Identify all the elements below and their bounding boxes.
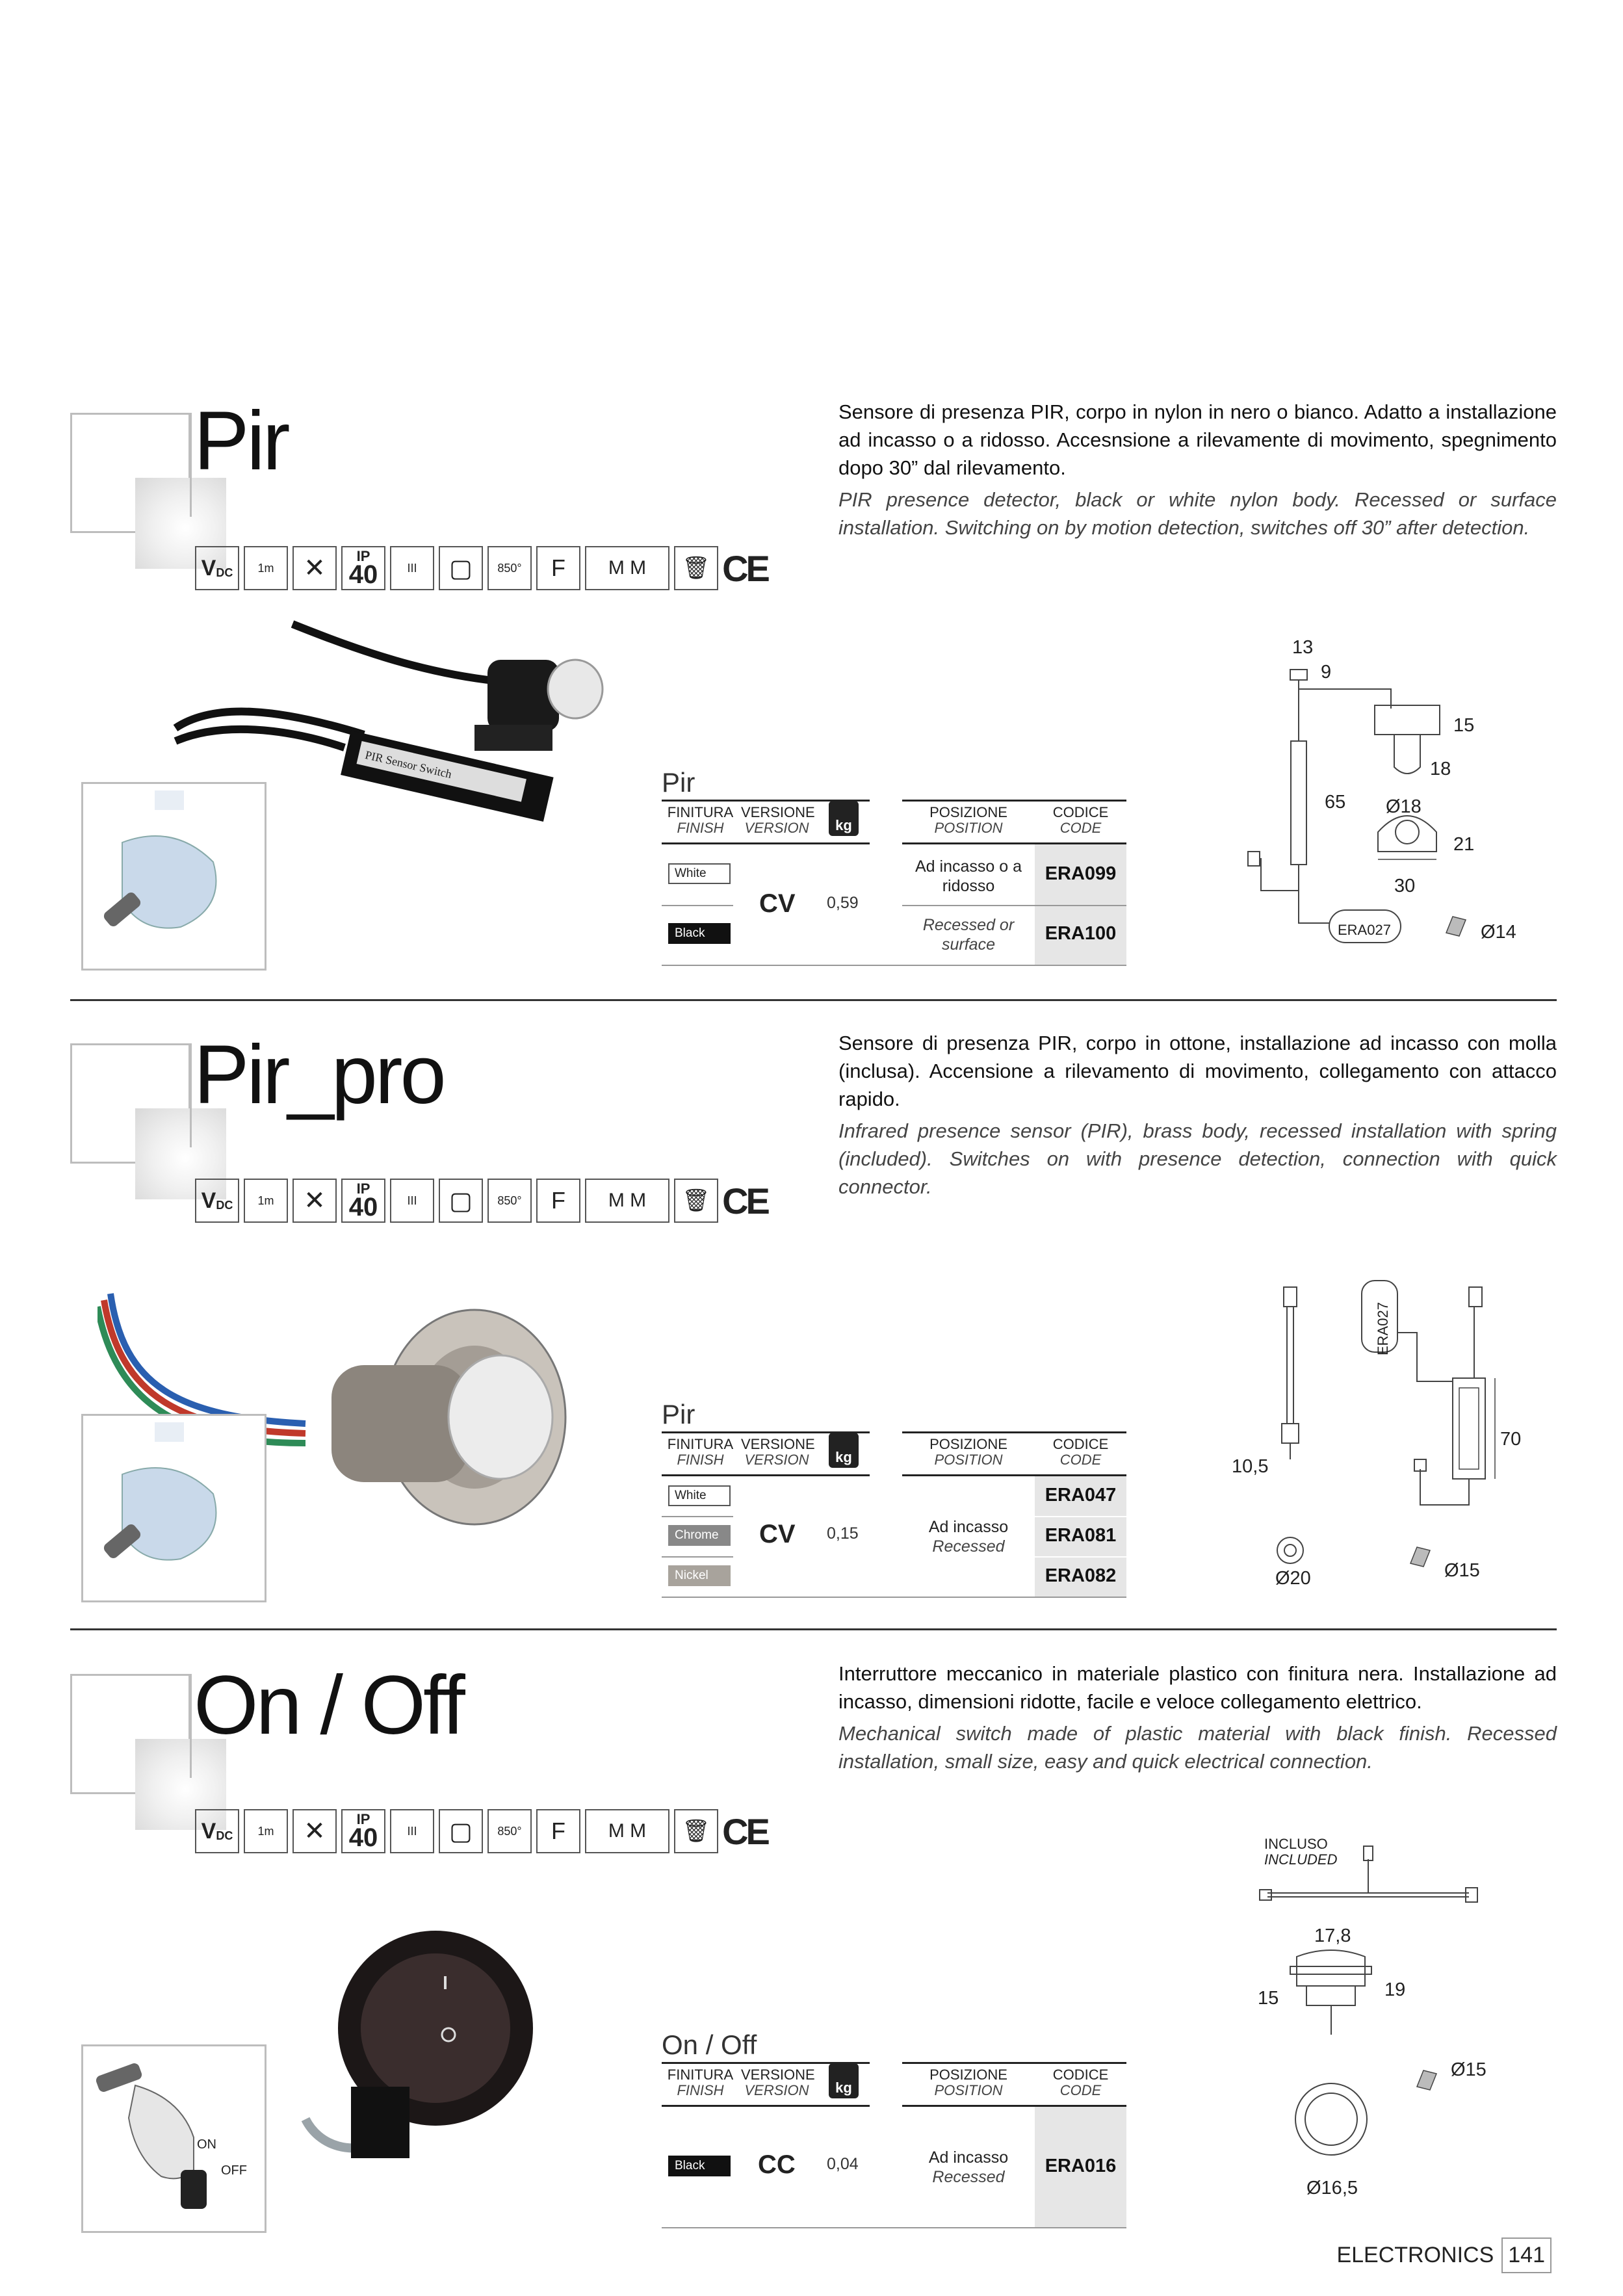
header-position: POSIZIONE POSITION [929, 2067, 1007, 2098]
position-value: Ad incasso o a ridosso [915, 857, 1022, 895]
f-mark-icon: F [536, 1809, 580, 1853]
code-value: ERA082 [1045, 1565, 1117, 1586]
header-finish: FINITURA FINISH [667, 2067, 734, 2098]
header-code: CODICE CODE [1052, 1436, 1109, 1468]
finish-black: Black [668, 923, 731, 944]
weight-value: 0,59 [827, 894, 859, 912]
no-dimmable-icon: ✕ [292, 546, 337, 590]
table-rule [902, 1431, 1126, 1433]
weee-bin-icon: 🗑 [674, 1179, 718, 1223]
usage-illustration [81, 2044, 266, 2233]
glow-wire-icon: 850° [487, 1809, 532, 1853]
weight-icon: kg [829, 1433, 859, 1468]
code-value: ERA081 [1045, 1525, 1117, 1546]
code-value: ERA016 [1045, 2156, 1117, 2176]
description-it: Sensore di presenza PIR, corpo in nylon in nero o bianco. Adatto a installazione ad incasso o a ridosso. Accesnsione a rilevamente di movimento, spegnimento dopo 30” dal rilevamento. [838, 400, 1557, 479]
class-iii-icon: III [390, 546, 434, 590]
finish-chrome: Chrome [668, 1525, 731, 1546]
version-value: CV [759, 1520, 796, 1548]
dim-label: 9 [1321, 662, 1332, 683]
code-value: ERA100 [1045, 923, 1117, 944]
ip-icon: IP 40 [341, 1809, 385, 1853]
f-mark-icon: F [536, 1179, 580, 1223]
table-rule [662, 842, 870, 844]
row-divider [662, 1516, 733, 1517]
product-photo [273, 1924, 546, 2184]
dim-label: Ø15 [1451, 2059, 1487, 2080]
vdc-icon: V DC [195, 1809, 239, 1853]
table-rule [902, 2062, 1126, 2064]
description-en: Infrared presence sensor (PIR), brass body, recessed installation with spring (included). Switches on with presence detection, connection with quick connector. [838, 1119, 1557, 1198]
dim-label: 13 [1292, 637, 1314, 658]
dim-label: 65 [1325, 792, 1346, 813]
position-value: Ad incasso Recessed [928, 1518, 1009, 1556]
code-value: ERA047 [1045, 1485, 1117, 1506]
header-code: CODICE CODE [1052, 804, 1109, 836]
dim-label: 15 [1258, 1988, 1279, 2009]
no-dimmable-icon: ✕ [292, 1179, 337, 1223]
usage-illustration [81, 1414, 266, 1602]
title-bar [190, 1043, 192, 1147]
feature-icons [195, 544, 767, 592]
ce-mark-icon: CE [722, 547, 768, 589]
product-title: Pir [194, 395, 288, 488]
table-title: On / Off [662, 2029, 757, 2060]
mm-mark-icon: M M [585, 1179, 669, 1223]
description-en: PIR presence detector, black or white nylon body. Recessed or surface installation. Switching on by motion detection, switches off 30” after detection. [838, 488, 1557, 539]
dim-label: 17,8 [1314, 1925, 1351, 1946]
class-iii-icon: III [390, 1179, 434, 1223]
ip-icon: IP 40 [341, 1179, 385, 1223]
position-value: Ad incasso Recessed [928, 2148, 1009, 2186]
footer-section-label: ELECTRONICS [1336, 2243, 1494, 2267]
row-divider [902, 905, 1126, 906]
position-value-en: Recessed or surface [922, 916, 1015, 954]
page-number: 141 [1501, 2237, 1552, 2273]
description [838, 1660, 1557, 1775]
description [838, 1029, 1557, 1201]
header-finish: FINITURA FINISH [667, 804, 734, 836]
row-divider [1035, 1556, 1126, 1558]
mm-mark-icon: M M [585, 546, 669, 590]
dim-label: 18 [1430, 759, 1451, 779]
feature-icons [195, 1807, 767, 1855]
section-divider [70, 999, 1557, 1001]
version-value: CV [759, 889, 796, 918]
dim-label: 30 [1394, 876, 1416, 896]
indoor-icon: ▢ [439, 1179, 483, 1223]
ip-icon: IP 40 [341, 546, 385, 590]
version-value: CC [758, 2150, 796, 2179]
weight-icon: kg [829, 2063, 859, 2098]
indoor-icon: ▢ [439, 546, 483, 590]
finish-white: White [668, 1485, 731, 1506]
ce-mark-icon: CE [722, 1180, 768, 1221]
description-it: Sensore di presenza PIR, corpo in ottone, installazione ad incasso con molla (inclusa). Accensione a rilevamento di movimento, collegamento con attacco rapido. [838, 1032, 1557, 1110]
table-bottom-rule [662, 965, 1126, 966]
weight-icon: kg [829, 801, 859, 836]
description-it: Interruttore meccanico in materiale plastico con finitura nera. Installazione ad incasso, dimensioni ridotte, facile e veloce collegamento elettrico. [838, 1662, 1557, 1713]
header-code: CODICE CODE [1052, 2067, 1109, 2098]
table-bottom-rule [662, 2227, 1126, 2228]
row-divider [1035, 1516, 1126, 1517]
dim-label: Ø14 [1481, 922, 1516, 943]
finish-white: White [668, 863, 731, 884]
header-version: VERSIONE VERSION [741, 804, 815, 836]
weee-bin-icon: 🗑 [674, 546, 718, 590]
feature-icons [195, 1177, 767, 1225]
mm-mark-icon: M M [585, 1809, 669, 1853]
weight-value: 0,15 [827, 1524, 859, 1543]
dim-label: Ø20 [1275, 1568, 1311, 1589]
header-finish: FINITURA FINISH [667, 1436, 734, 1468]
finish-nickel: Nickel [668, 1565, 731, 1586]
product-title: On / Off [194, 1659, 463, 1752]
table-rule [662, 2105, 870, 2107]
title-bar [190, 1674, 192, 1778]
table-rule [662, 1474, 870, 1476]
ce-mark-icon: CE [722, 1810, 768, 1852]
row-divider [662, 1556, 733, 1558]
weee-bin-icon: 🗑 [674, 1809, 718, 1853]
dim-label: 21 [1453, 834, 1475, 855]
dim-label: 15 [1453, 715, 1475, 736]
class-iii-icon: III [390, 1809, 434, 1853]
table-title: Pir [662, 1399, 695, 1429]
row-divider [662, 905, 733, 906]
header-position: POSIZIONE POSITION [929, 1436, 1007, 1468]
header-version: VERSIONE VERSION [741, 2067, 815, 2098]
cable-1m-icon: 1m [244, 546, 288, 590]
table-rule [902, 800, 1126, 802]
dim-label: 10,5 [1232, 1456, 1269, 1477]
table-title: Pir [662, 767, 695, 798]
description-en: Mechanical switch made of plastic material with black finish. Recessed installation, small size, easy and quick electrical connection. [838, 1722, 1557, 1773]
product-title: Pir_pro [194, 1028, 444, 1121]
switch-off-label: OFF [221, 2163, 247, 2178]
dim-label: Ø18 [1386, 796, 1422, 817]
page-footer [1336, 2237, 1552, 2273]
table-bottom-rule [662, 1597, 1126, 1598]
header-position: POSIZIONE POSITION [929, 804, 1007, 836]
dim-label: 19 [1384, 1979, 1406, 2000]
code-value: ERA099 [1045, 863, 1117, 884]
usage-illustration [81, 782, 266, 971]
vdc-icon: V DC [195, 1179, 239, 1223]
header-version: VERSIONE VERSION [741, 1436, 815, 1468]
f-mark-icon: F [536, 546, 580, 590]
glow-wire-icon: 850° [487, 546, 532, 590]
cable-1m-icon: 1m [244, 1809, 288, 1853]
dim-label: 70 [1500, 1429, 1522, 1450]
cable-1m-icon: 1m [244, 1179, 288, 1223]
svg-text:PIR Sensor Switch: PIR Sensor Switch [363, 748, 453, 781]
vdc-icon: V DC [195, 546, 239, 590]
no-dimmable-icon: ✕ [292, 1809, 337, 1853]
finish-black: Black [668, 2156, 731, 2176]
glow-wire-icon: 850° [487, 1179, 532, 1223]
section-divider [70, 1628, 1557, 1630]
included-label: INCLUSO INCLUDED [1264, 1836, 1338, 1868]
connector-label: ERA027 [1338, 922, 1391, 938]
title-bar [190, 413, 192, 517]
connector-label: ERA027 [1375, 1302, 1391, 1355]
indoor-icon: ▢ [439, 1809, 483, 1853]
description [838, 398, 1557, 541]
dim-label: Ø15 [1444, 1560, 1480, 1581]
weight-value: 0,04 [827, 2155, 859, 2173]
dim-label: Ø16,5 [1306, 2178, 1358, 2198]
technical-drawing [1254, 1840, 1540, 2191]
switch-on-label: ON [197, 2137, 216, 2152]
